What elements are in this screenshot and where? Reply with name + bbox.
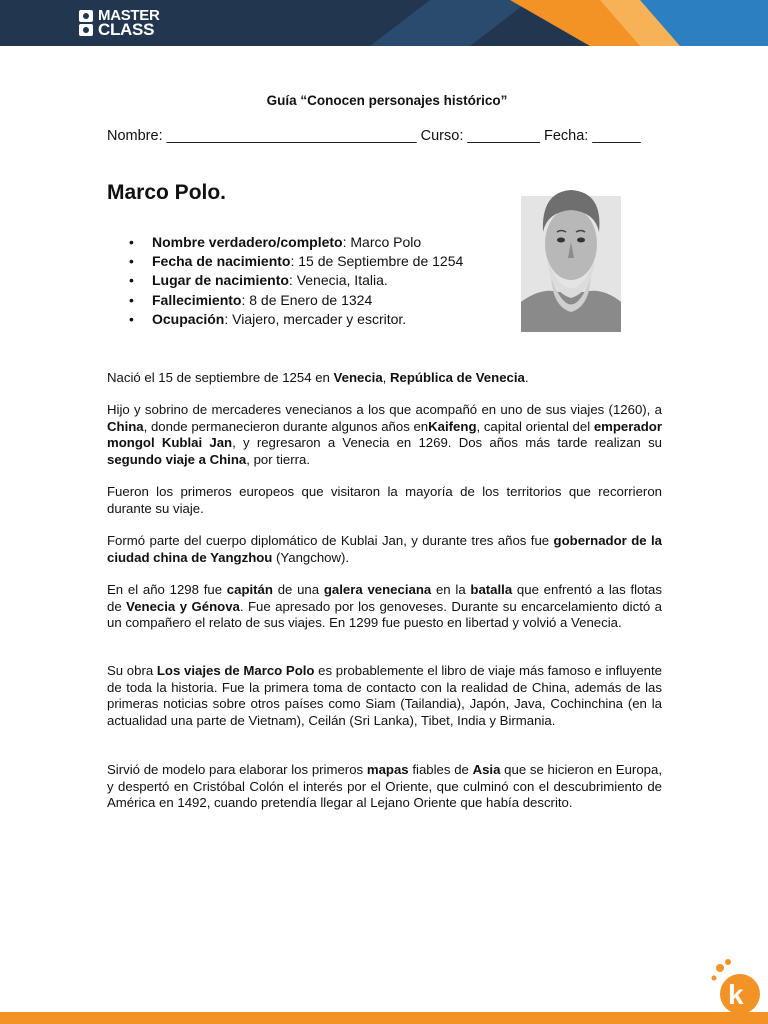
paragraph — [107, 370, 662, 387]
bold-text: emperador mongol Kublai Jan — [107, 418, 662, 450]
logo-line-2: CLASS — [98, 20, 155, 39]
paragraph — [107, 402, 662, 468]
bold-text: República de Venecia — [390, 370, 525, 385]
text-run: que se hicieron en Europa, y despertó en Cristóbal Colón el interés por el Oriente, que culminó con el descubrimiento de América en 1492, cuando pretendía llegar al Lejano Oriente que había descrito. — [107, 762, 662, 810]
facts-list — [107, 233, 463, 329]
paragraph — [107, 762, 662, 812]
paragraph — [107, 582, 662, 632]
bold-text: Venecia y Génova — [126, 598, 240, 614]
fact-item: • Nombre verdadero/completo: Marco Polo — [129, 234, 422, 250]
kdoce-logo — [706, 956, 766, 1016]
text-run: Nació el 15 de septiembre de 1254 en — [107, 370, 334, 385]
bold-text: Asia — [472, 762, 501, 777]
bold-text: capitán — [226, 582, 273, 597]
paragraph — [107, 663, 662, 729]
student-form-line: Nombre: _______________________________ Curso: _________ Fecha: ______ — [107, 128, 641, 144]
bold-text: batalla — [470, 582, 513, 597]
marco-polo-portrait — [521, 182, 621, 332]
masterclass-logo — [78, 6, 160, 40]
text-run: . Fue apresado por los genoveses. Durante su encarcelamiento dictó a un compañero el relato de sus viajes. En 1299 fue puesto en libertad y volvió a Venecia. — [107, 598, 662, 630]
person-name-heading: Marco Polo. — [107, 181, 227, 204]
fact-item: • Fallecimiento: 8 de Enero de 1324 — [129, 291, 373, 308]
header-banner — [0, 0, 768, 46]
bold-text: galera veneciana — [323, 582, 432, 597]
text-run: , donde permanecieron durante algunos años en — [143, 418, 429, 434]
text-run: Formó parte del cuerpo diplomático de Kublai Jan, y durante tres años fue — [107, 533, 554, 548]
text-run: , capital oriental del — [476, 418, 594, 434]
text-run: , por tierra. — [246, 451, 311, 467]
bold-text: gobernador de la ciudad china de Yangzhou — [107, 533, 662, 565]
text-run: en la — [431, 582, 471, 597]
text-run: fiables de — [408, 762, 473, 777]
text-run: Su obra — [107, 663, 157, 678]
text-run: En el año 1298 fue — [107, 582, 227, 597]
fact-item: • Ocupación: Viajero, mercader y escritor. — [129, 310, 407, 327]
bold-text: segundo viaje a China — [107, 451, 247, 467]
footer-band — [0, 1012, 768, 1024]
text-run: , y regresaron a Venecia en 1269. Dos años más tarde realizan su — [232, 435, 662, 450]
paragraph — [107, 484, 662, 517]
text-run: , — [382, 370, 390, 385]
bold-text: Kaifeng — [428, 418, 477, 434]
text-run: es probablemente el libro de viaje más famoso e influyente de toda la historia. Fue la primera toma de contacto con la realidad de China, además de las primeras noticias sobre otros países como Siam (Tailandia), Japón, Java, Cochinchina (en la actualidad una parte de Vietnam), Ceilán (Sri Lanka), Tibet, India y Birmania. — [107, 663, 662, 728]
text-run: que enfrentó a las flotas de — [107, 582, 662, 614]
bold-text: Los viajes de Marco Polo — [156, 663, 315, 678]
text-run: . — [524, 370, 529, 385]
document-title: Guía “Conocen personajes histórico” — [266, 93, 508, 108]
text-run: Sirvió de modelo para elaborar los primeros — [107, 762, 367, 777]
fact-item: • Fecha de nacimiento: 15 de Septiembre de 1254 — [129, 253, 464, 270]
text-run: Hijo y sobrino de mercaderes venecianos a los que acompañó en uno de sus viajes (1260), a — [107, 402, 662, 417]
text-run: Fueron los primeros europeos que visitaron la mayoría de los territorios que recorrieron durante su viaje. — [107, 484, 662, 516]
footer-logo-text: k — [728, 979, 744, 1010]
bold-text: China — [107, 418, 144, 434]
logo-mark-icon — [78, 8, 94, 38]
text-run: de una — [272, 582, 324, 597]
logo-line-1: MASTER — [98, 7, 160, 24]
bold-text: mapas — [366, 762, 409, 777]
text-run: (Yangchow). — [272, 549, 350, 565]
paragraph — [107, 533, 662, 566]
bold-text: Venecia — [333, 370, 383, 385]
fact-item: • Lugar de nacimiento: Venecia, Italia. — [129, 272, 388, 289]
